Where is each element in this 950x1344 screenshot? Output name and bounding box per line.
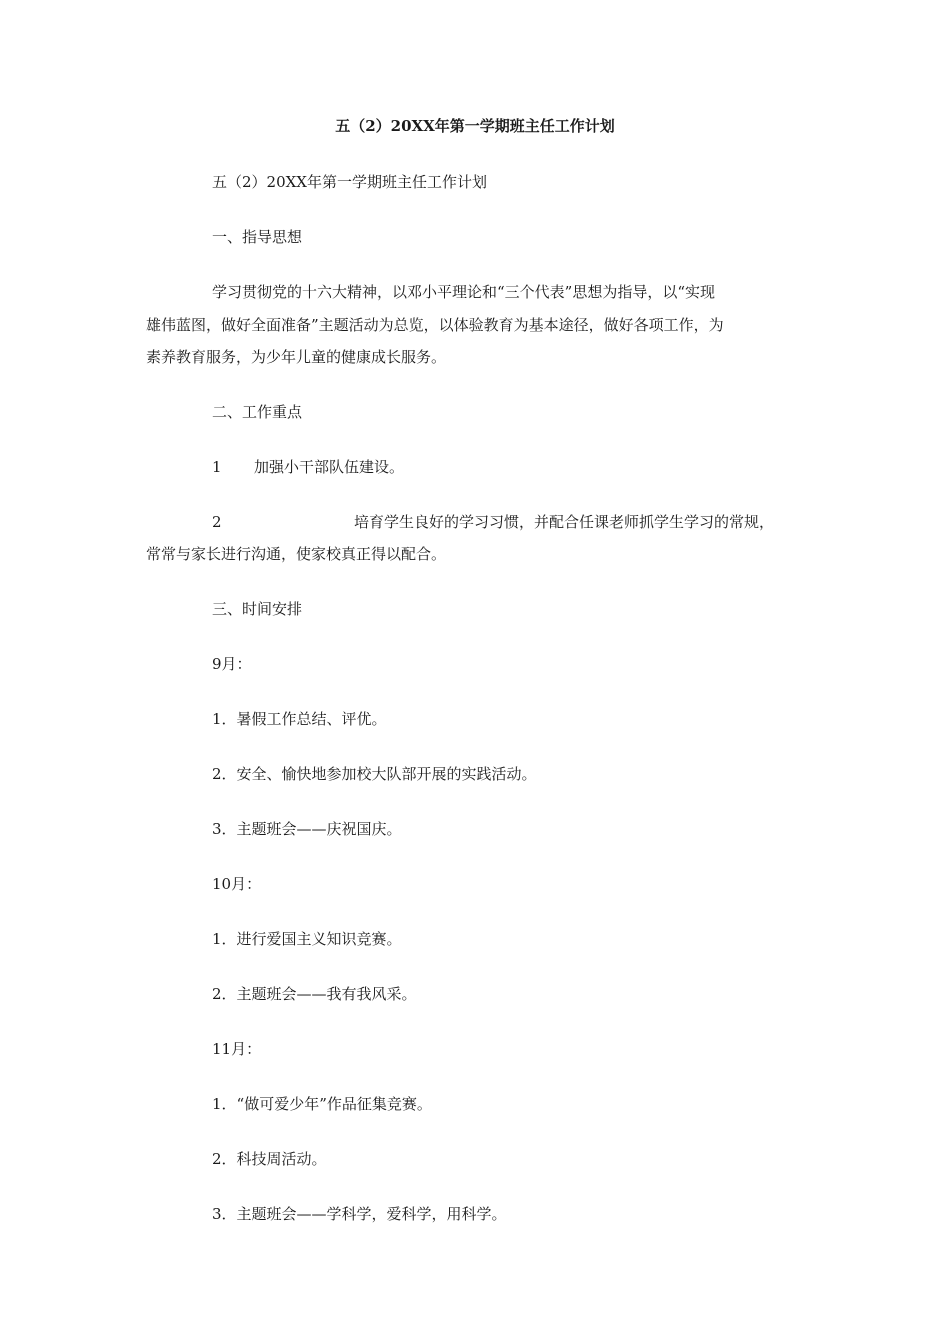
section-heading-work-focus: 二、工作重点 [212,403,303,421]
focus-item-number: 1 [212,458,222,476]
focus-item-2 [212,512,774,532]
month-label-october: 10月： [212,875,262,893]
month-label-september: 9月： [212,655,252,673]
list-item: 1．暑假工作总结、评优。 [212,710,387,728]
list-item: 3．主题班会——学科学，爱科学，用科学。 [212,1205,507,1223]
list-item: 2．科技周活动。 [212,1150,327,1168]
list-item: 2．安全、愉快地参加校大队部开展的实践活动。 [212,765,537,783]
paragraph-line: 学习贯彻党的十六大精神，以邓小平理论和“三个代表”思想为指导，以“实现 [212,283,716,301]
list-item: 3．主题班会——庆祝国庆。 [212,820,402,838]
list-item: 1．“做可爱少年”作品征集竞赛。 [212,1095,432,1113]
section-heading-guiding-thought: 一、指导思想 [212,228,303,246]
section-heading-schedule: 三、时间安排 [212,600,303,618]
list-item: 2．主题班会——我有我风采。 [212,985,417,1003]
paragraph-line: 素养教育服务，为少年儿童的健康成长服务。 [146,348,447,366]
month-label-november: 11月： [212,1040,262,1058]
focus-item-text: 加强小干部队伍建设。 [254,458,405,476]
document-title: 五（2）20XX年第一学期班主任工作计划 [335,117,615,135]
focus-item-2-continued: 常常与家长进行沟通，使家校真正得以配合。 [146,545,447,563]
paragraph-line: 雄伟蓝图，做好全面准备”主题活动为总览，以体验教育为基本途径，做好各项工作，为 [146,316,724,334]
document-subtitle: 五（2）20XX年第一学期班主任工作计划 [212,173,487,191]
list-item: 1．进行爱国主义知识竞赛。 [212,930,402,948]
focus-item-text: 培育学生良好的学习习惯，并配合任课老师抓学生学习的常规， [354,513,775,531]
focus-item-number: 2 [212,513,222,531]
focus-item-1 [212,457,404,477]
